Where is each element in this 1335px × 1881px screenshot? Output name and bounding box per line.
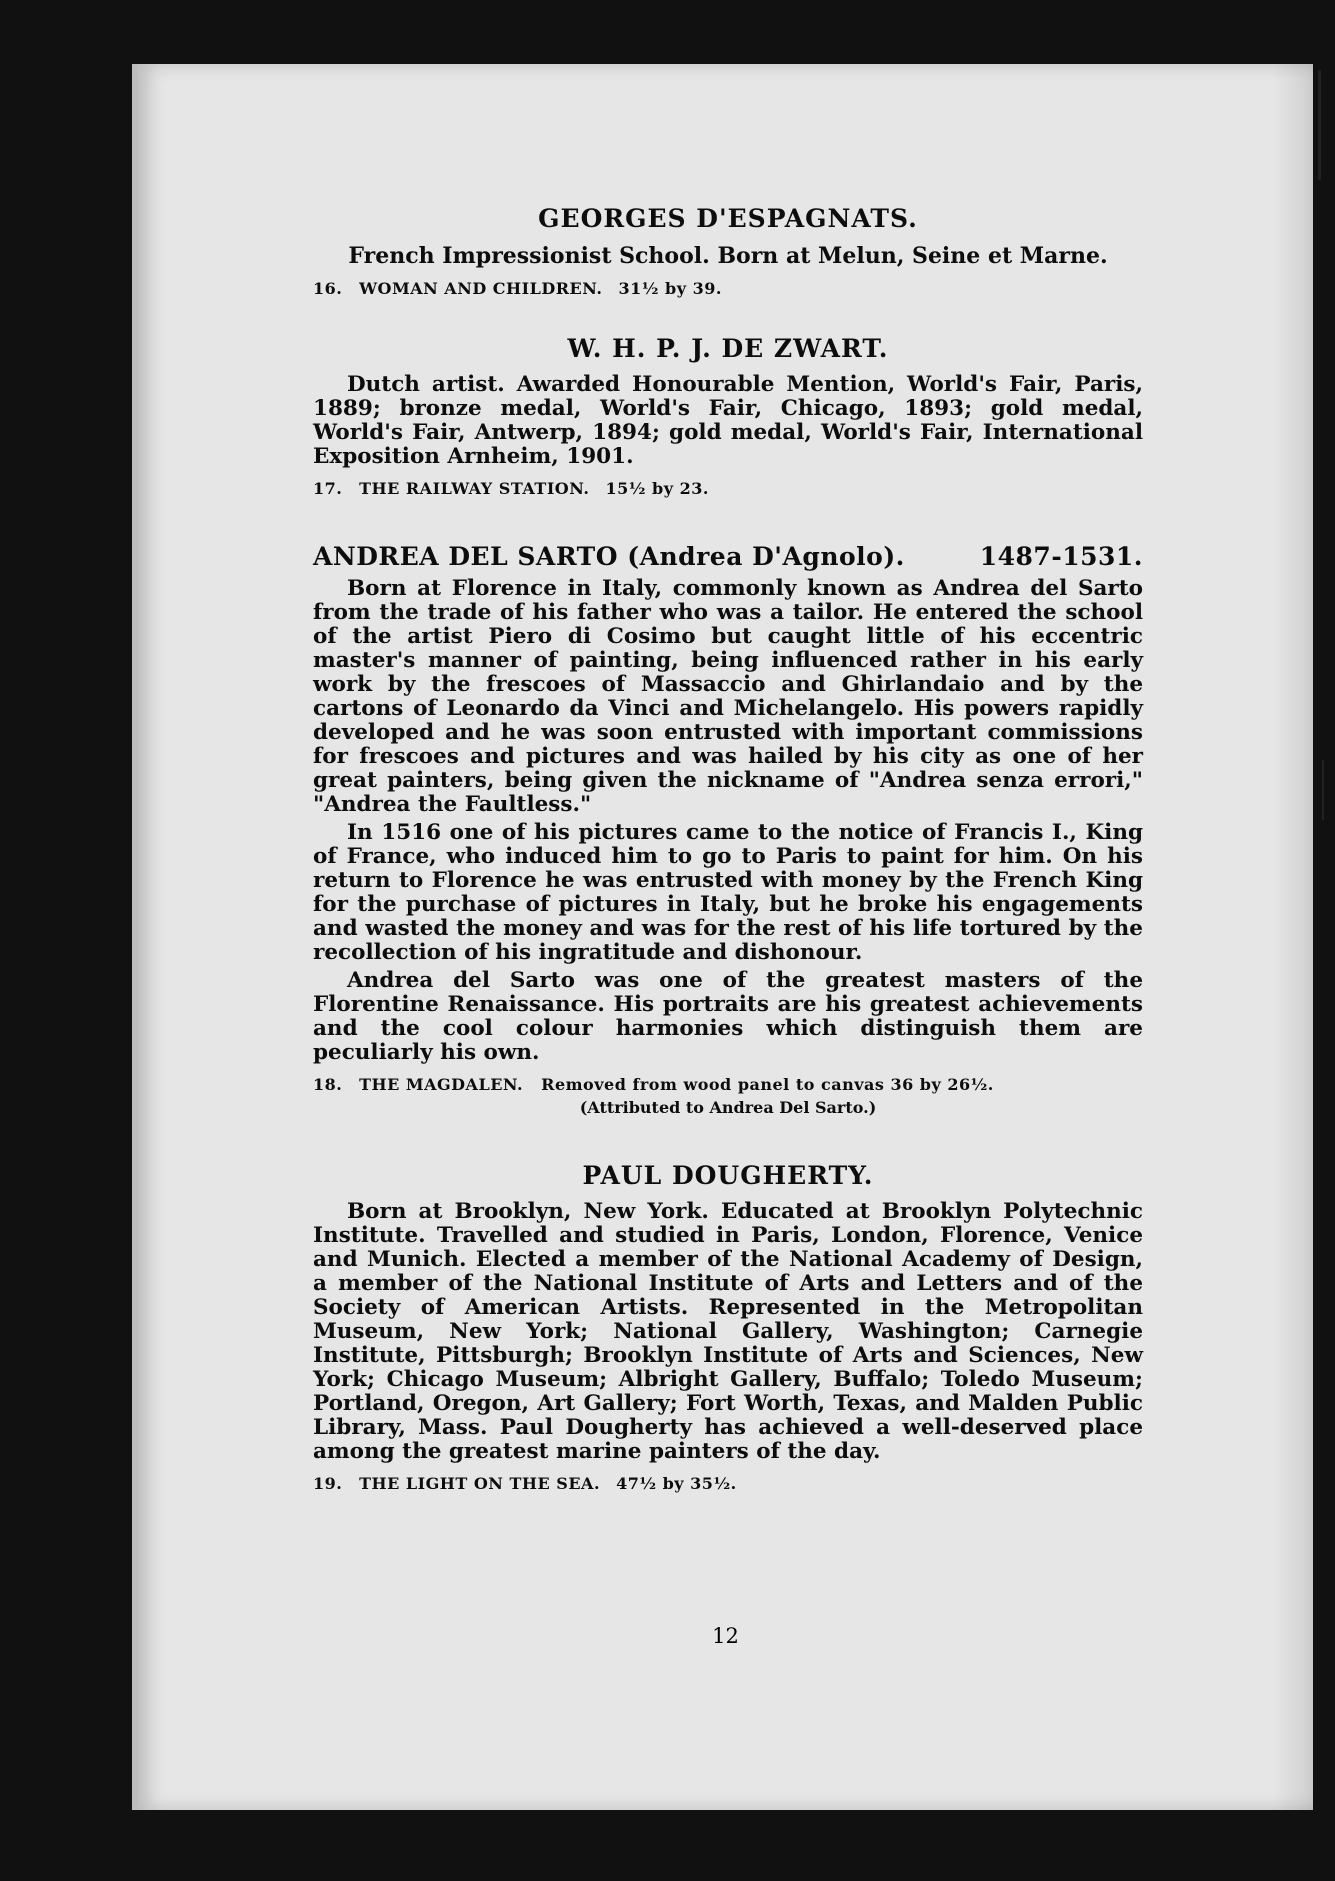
artist-bio: French Impressionist School. Born at Melun, Seine et Marne. xyxy=(348,243,1108,269)
work-title: THE MAGDALEN. xyxy=(359,1075,524,1094)
scan-artifact xyxy=(1322,760,1324,820)
catalogue-number: 18. xyxy=(313,1075,343,1094)
artist-heading: PAUL DOUGHERTY. xyxy=(582,1161,874,1190)
catalogue-entry xyxy=(313,1474,1143,1493)
catalogue-entry xyxy=(313,279,1143,298)
scan-artifact xyxy=(1318,70,1321,180)
artist-heading: W. H. P. J. DE ZWART. xyxy=(567,334,889,363)
entry-del-sarto xyxy=(313,542,1143,1117)
entry-despagnats xyxy=(313,204,1143,298)
catalogue-entry xyxy=(313,1075,1143,1094)
work-size: 47½ by 35½. xyxy=(616,1474,737,1493)
page-content xyxy=(313,204,1143,1493)
page-number: 12 xyxy=(712,1624,739,1648)
page-edge-shadow xyxy=(1273,64,1313,1810)
artist-heading: GEORGES D'ESPAGNATS. xyxy=(538,204,918,233)
artist-bio-paragraph-2: In 1516 one of his pictures came to the notice of Francis I., King of France, who induced him to go to Paris to paint for him. On his return to Florence he was entrusted with money by the French King for the purchase of pictures in Italy, but he broke his engagements and wasted the money and was for the rest of his life tortured by the recollection of his ingratitude and dishonour. xyxy=(313,820,1143,965)
work-attribution: (Attributed to Andrea Del Sarto.) xyxy=(579,1098,877,1117)
scanned-page xyxy=(132,64,1313,1810)
artist-dates: 1487-1531. xyxy=(979,542,1143,571)
artist-bio-paragraph-3: Andrea del Sarto was one of the greatest masters of the Florentine Renaissance. His portraits are his greatest achievements and the cool colour harmonies which distinguish them are peculiarly his own. xyxy=(313,968,1143,1065)
artist-bio: Born at Brooklyn, New York. Educated at Brooklyn Polytechnic Institute. Travelled and studied in Paris, London, Florence, Venice and Munich. Elected a member of the National Academy of Design, a member of the National Institute of Arts and Letters and of the Society of American Artists. Represented in the Metropolitan Museum, New York; National Gallery, Washington; Carnegie Institute, Pittsburgh; Brooklyn Institute of Arts and Sciences, New York; Chicago Museum; Albright Gallery, Buffalo; Toledo Museum; Portland, Oregon, Art Gallery; Fort Worth, Texas, and Malden Public Library, Mass. Paul Dougherty has achieved a well-deserved place among the greatest marine painters of the day. xyxy=(313,1199,1143,1464)
entry-de-zwart xyxy=(313,334,1143,498)
catalogue-number: 19. xyxy=(313,1474,343,1493)
catalogue-number: 17. xyxy=(313,479,343,498)
work-note: Removed from wood panel to canvas 36 by 26½. xyxy=(541,1075,994,1094)
artist-bio-paragraph-1: Born at Florence in Italy, commonly known as Andrea del Sarto from the trade of his father who was a tailor. He entered the school of the artist Piero di Cosimo but caught little of his eccentric master's manner of painting, being influenced rather in his early work by the frescoes of Massaccio and Ghirlandaio and by the cartons of Leonardo da Vinci and Michelangelo. His powers rapidly developed and he was soon entrusted with important commissions for frescoes and pictures and was hailed by his city as one of her great painters, being given the nickname of "Andrea senza errori," "Andrea the Faultless." xyxy=(313,576,1143,817)
catalogue-entry xyxy=(313,479,1143,498)
entry-dougherty xyxy=(313,1161,1143,1493)
artist-heading xyxy=(313,542,1143,571)
work-title: THE LIGHT ON THE SEA. xyxy=(359,1474,601,1493)
work-size: 15½ by 23. xyxy=(605,479,709,498)
work-size: 31½ by 39. xyxy=(618,279,722,298)
artist-bio: Dutch artist. Awarded Honourable Mention, World's Fair, Paris, 1889; bronze medal, World's Fair, Chicago, 1893; gold medal, World's Fair, Antwerp, 1894; gold medal, World's Fair, International Exposition Arnheim, 1901. xyxy=(313,372,1143,469)
artist-name: ANDREA DEL SARTO (Andrea D'Agnolo). xyxy=(313,542,905,571)
work-title: THE RAILWAY STATION. xyxy=(359,479,590,498)
work-title: WOMAN AND CHILDREN. xyxy=(359,279,603,298)
catalogue-number: 16. xyxy=(313,279,343,298)
